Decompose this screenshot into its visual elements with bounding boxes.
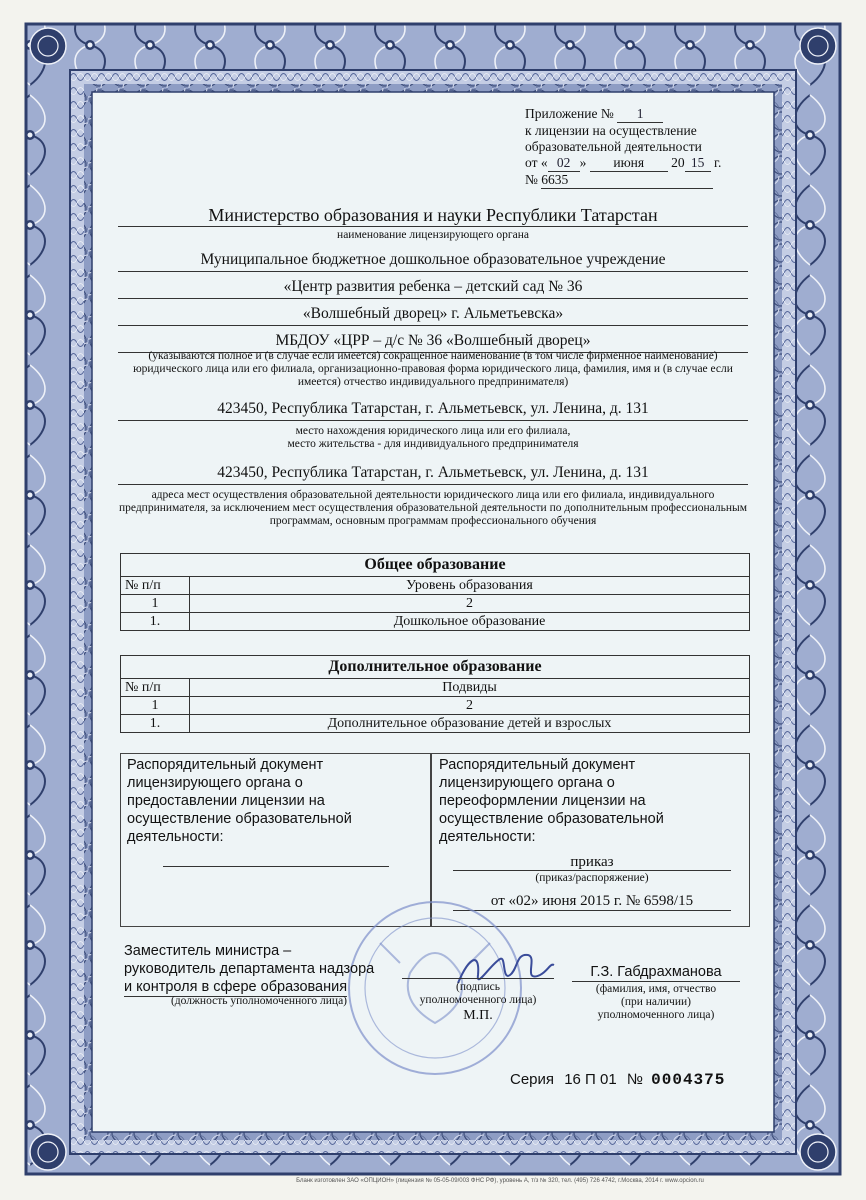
grant-document-text: Распорядительный документ лицензирующего органа о предоставлении лицензии на осуществление образовательной деятельности:	[127, 757, 352, 845]
signatory-name: Г.З. Габдрахманова	[572, 963, 740, 982]
activity-address: 423450, Республика Татарстан, г. Альметьевск, ул. Ленина, д. 131	[118, 462, 748, 485]
annex-license-line: № 6635	[525, 172, 721, 189]
additional-education-title: Дополнительное образование	[121, 656, 750, 679]
general-col-level: Уровень образования	[190, 577, 750, 595]
signature-caption: (подпись уполномоченного лица) М.П.	[398, 981, 558, 1024]
general-col-number: № п/п	[121, 577, 190, 595]
annex-date-year: 15	[685, 155, 711, 172]
position-line-1: Заместитель министра –	[124, 943, 292, 959]
general-education-title: Общее образование	[121, 554, 750, 577]
table-row: 1. Дополнительное образование детей и взрослых	[121, 715, 750, 733]
serial-number: 0004375	[651, 1071, 726, 1089]
organ-block	[118, 204, 748, 242]
annex-license-number: 6635	[541, 172, 713, 189]
position-line-2: руководитель департамента надзора	[124, 961, 375, 977]
reissue-document-ref: от «02» июня 2015 г. № 6598/15	[453, 892, 731, 911]
serial-series: 16 П 01	[564, 1071, 617, 1088]
organ-name: Министерство образования и науки Республики Татарстан	[118, 204, 748, 227]
annex-block	[525, 106, 721, 189]
annex-title-line	[525, 106, 721, 123]
reissue-document-kind: приказ	[453, 854, 731, 871]
activity-place-block	[118, 462, 748, 485]
annex-date-line: от « 02 » июня 20 15 г.	[525, 155, 722, 170]
annex-line2: к лицензии на осуществление	[525, 123, 697, 138]
serial-label: Серия	[510, 1071, 555, 1088]
licensee-line1: Муниципальное бюджетное дошкольное образовательное учреждение	[118, 248, 748, 272]
signature-line	[402, 978, 554, 979]
activity-caption: адреса мест осуществления образовательной деятельности юридического лица или его филиала, индивидуального предпринимателя, за исключением мест осуществления образовательной деятельности по дополнительным профессиональным программам, основным программам профессионального обучения	[118, 489, 748, 527]
additional-education-table	[120, 655, 750, 733]
location-address: 423450, Республика Татарстан, г. Альметьевск, ул. Ленина, д. 131	[118, 398, 748, 421]
annex-date-month: июня	[590, 155, 668, 172]
additional-col-subtype: Подвиды	[190, 679, 750, 697]
licensee-line3: «Волшебный дворец» г. Альметьевска»	[118, 302, 748, 326]
position-caption: (должность уполномоченного лица)	[170, 995, 348, 1007]
reissue-kind-caption: (приказ/распоряжение)	[535, 872, 649, 884]
annex-number: 1	[617, 106, 663, 123]
signatory-name-caption: (фамилия, имя, отчество (при наличии) уполномоченного лица)	[595, 983, 717, 1021]
licensee-line2: «Центр развития ребенка – детский сад № 36	[118, 275, 748, 299]
additional-col-number: № п/п	[121, 679, 190, 697]
table-row: 1 2	[121, 697, 750, 715]
serial-no-label: №	[626, 1071, 643, 1088]
licensee-block	[118, 248, 748, 353]
general-education-table	[120, 553, 750, 631]
annex-line3: образовательной деятельности	[525, 139, 702, 154]
location-block	[118, 398, 748, 451]
location-caption-2: место жительства - для индивидуального предпринимателя	[287, 438, 579, 450]
reissue-document-text: Распорядительный документ лицензирующего органа о переоформлении лицензии на осуществление образовательной деятельности:	[439, 757, 664, 845]
signatory-position	[124, 942, 374, 997]
licensee-short-name: МБДОУ «ЦРР – д/с № 36 «Волшебный дворец»	[118, 329, 748, 353]
location-caption-1: место нахождения юридического лица или его филиала,	[295, 425, 571, 437]
table-row: 1. Дошкольное образование	[121, 613, 750, 631]
grant-document-blank-line	[163, 866, 389, 867]
position-line-3: и контроля в сфере образования	[124, 979, 348, 995]
stamp-place-label: М.П.	[463, 1008, 493, 1023]
licensee-caption: (указываются полное и (в случае если имеется) сокращенное наименование (в том числе фирменное наименование) юридического лица или его филиала, организационно-правовая форма юридического лица, фамилия, имя и (в случае если имеется) отчество индивидуального предпринимателя)	[133, 350, 733, 388]
serial-number-block	[510, 1071, 725, 1089]
annex-date-day: 02	[548, 155, 580, 172]
printer-footnote: Бланк изготовлен ЗАО «ОПЦИОН» (лицензия № 05-05-09/003 ФНС РФ), уровень А, т/з № 320, тел. (495) 726 4742, г.Москва, 2014 г. www.opcion.ru	[296, 1178, 704, 1184]
table-row: 1 2	[121, 595, 750, 613]
annex-label: Приложение №	[525, 106, 614, 121]
organ-caption: наименование лицензирующего органа	[337, 229, 529, 241]
